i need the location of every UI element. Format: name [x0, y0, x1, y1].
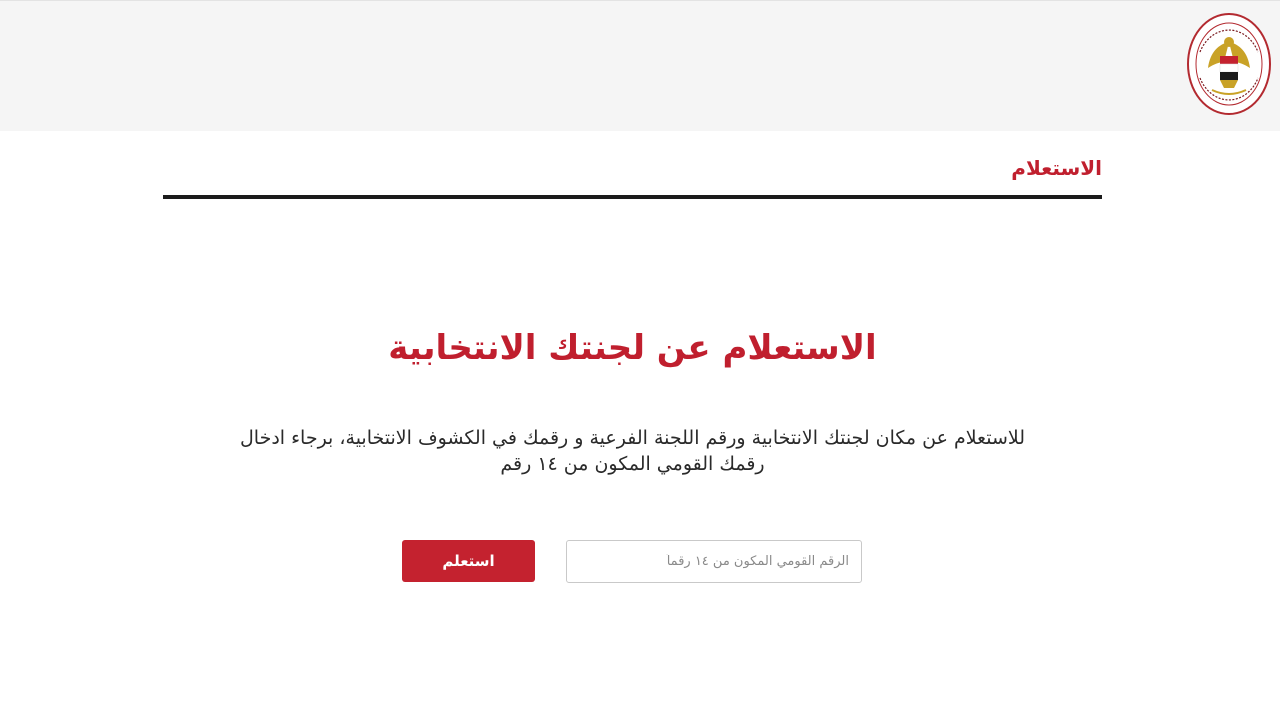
- description-line: للاستعلام عن مكان لجنتك الانتخابية ورقم اللجنة الفرعية و رقمك في الكشوف الانتخابية، برجاء ادخال: [239, 427, 1025, 449]
- site-header: [0, 0, 1280, 131]
- section-divider: [163, 195, 1102, 199]
- description-line: رقمك القومي المكون من ١٤ رقم: [500, 453, 765, 475]
- national-id-input[interactable]: [566, 540, 862, 583]
- description: [190, 425, 1075, 477]
- eagle-emblem-icon: [1186, 12, 1272, 116]
- inquire-button[interactable]: استعلم: [402, 540, 535, 582]
- section-heading: الاستعلام: [1011, 156, 1102, 180]
- nea-logo[interactable]: [1186, 12, 1272, 116]
- page-title: الاستعلام عن لجنتك الانتخابية: [388, 328, 877, 368]
